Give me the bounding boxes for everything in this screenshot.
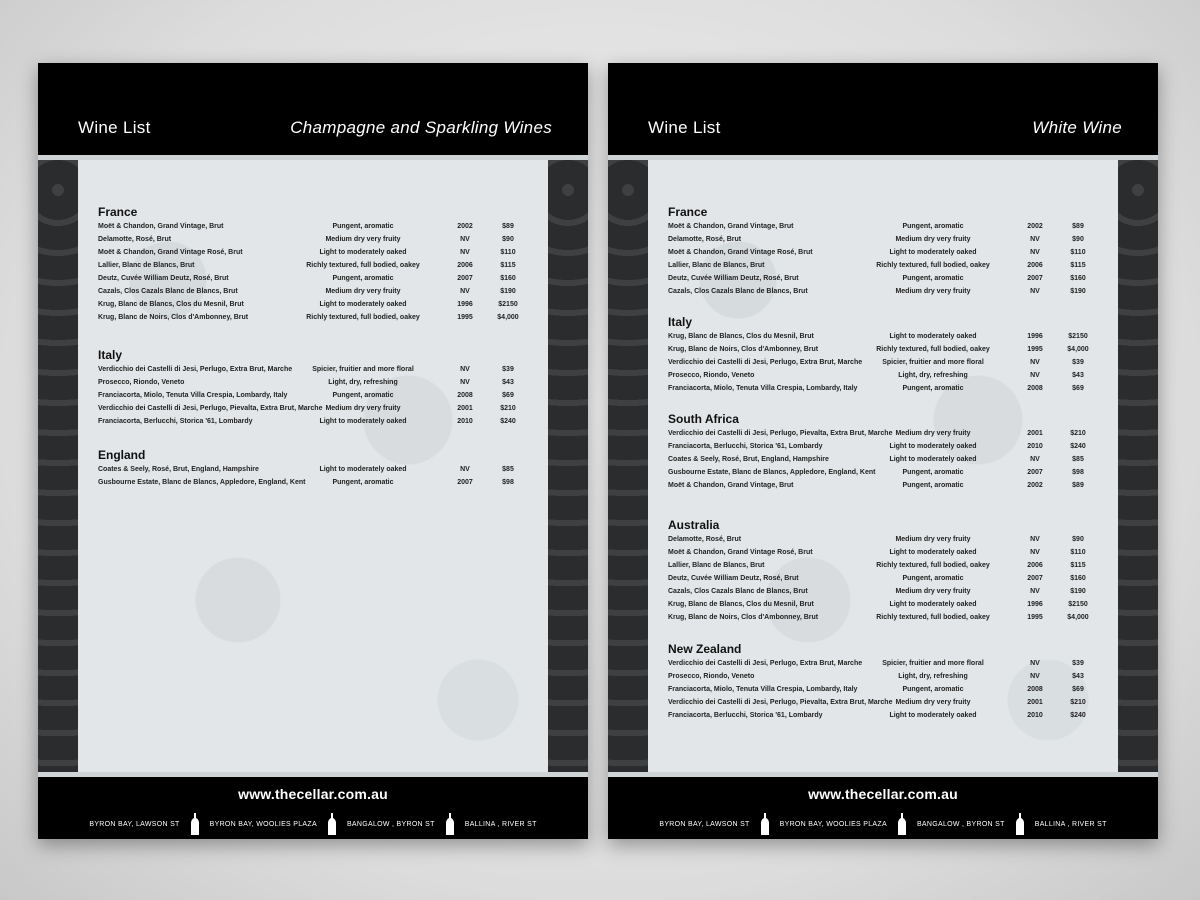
wine-name: Coates & Seely, Rosé, Brut, England, Hampshire xyxy=(98,466,259,473)
region-italy xyxy=(98,347,548,428)
wine-price: $85 xyxy=(1072,456,1084,463)
wine-description: Pungent, aromatic xyxy=(902,385,964,392)
wine-price: $160 xyxy=(1070,275,1086,282)
wine-description: Medium dry very fruity xyxy=(895,588,971,595)
wine-description: Pungent, aromatic xyxy=(332,223,394,230)
region-title: South Africa xyxy=(668,412,739,426)
wine-description: Light to moderately oaked xyxy=(319,418,407,425)
wine-price: $210 xyxy=(500,405,516,412)
wine-row xyxy=(668,585,1118,598)
wine-description: Medium dry very fruity xyxy=(325,405,401,412)
wine-name: Cazals, Clos Cazals Blanc de Blancs, Brut xyxy=(668,288,808,295)
wine-price: $2150 xyxy=(1068,601,1088,608)
wine-price: $90 xyxy=(1072,536,1084,543)
region-title: England xyxy=(98,448,146,462)
wine-description: Light to moderately oaked xyxy=(319,466,407,473)
wine-description: Medium dry very fruity xyxy=(325,288,401,295)
wine-year: 1995 xyxy=(1027,614,1043,621)
wine-row xyxy=(98,259,548,272)
wine-description: Pungent, aromatic xyxy=(332,392,394,399)
wine-year: 2001 xyxy=(457,405,473,412)
region-title: Italy xyxy=(98,348,123,362)
wine-row xyxy=(668,259,1118,272)
wine-description: Richly textured, full bodied, oakey xyxy=(876,562,990,569)
wine-row xyxy=(668,611,1118,624)
wine-description: Pungent, aromatic xyxy=(902,482,964,489)
wine-row xyxy=(668,670,1118,683)
wine-description: Medium dry very fruity xyxy=(895,236,971,243)
wine-price: $110 xyxy=(1070,249,1086,256)
wine-year: 2001 xyxy=(1027,699,1043,706)
wine-description: Light, dry, refreshing xyxy=(898,673,968,680)
wine-year: NV xyxy=(1030,288,1040,295)
wine-price: $210 xyxy=(1070,699,1086,706)
wine-price: $210 xyxy=(1070,430,1086,437)
wine-row xyxy=(668,220,1118,233)
wine-name: Deutz, Cuvée William Deutz, Rosé, Brut xyxy=(98,275,229,282)
wine-price: $240 xyxy=(1070,712,1086,719)
wine-price: $160 xyxy=(500,275,516,282)
wine-name: Lallier, Blanc de Blancs, Brut xyxy=(98,262,195,269)
wine-name: Verdicchio dei Castelli di Jesi, Perlugo, Extra Brut, Marche xyxy=(98,366,293,373)
wine-year: NV xyxy=(1030,456,1040,463)
region-france xyxy=(668,204,1118,298)
bottle-icon xyxy=(327,813,337,835)
wine-description: Spicier, fruitier and more floral xyxy=(312,366,414,373)
wine-price: $89 xyxy=(502,223,514,230)
wine-description: Pungent, aromatic xyxy=(902,223,964,230)
wine-row xyxy=(668,356,1118,369)
wine-description: Medium dry very fruity xyxy=(895,536,971,543)
wine-name: Cazals, Clos Cazals Blanc de Blancs, Brut xyxy=(98,288,238,295)
wine-description: Light, dry, refreshing xyxy=(898,372,968,379)
wine-description: Light to moderately oaked xyxy=(319,301,407,308)
wine-name: Lallier, Blanc de Blancs, Brut xyxy=(668,262,765,269)
wine-price: $89 xyxy=(1072,482,1084,489)
location-byron-bay-woolies: BYRON BAY, WOOLIES PLAZA xyxy=(209,820,317,828)
wine-name: Delamotte, Rosé, Brut xyxy=(98,236,172,243)
wine-price: $4,000 xyxy=(1067,614,1089,621)
wine-year: NV xyxy=(1030,549,1040,556)
wine-description: Light to moderately oaked xyxy=(889,456,977,463)
wine-row xyxy=(98,298,548,311)
bottle-icon xyxy=(1015,813,1025,835)
wine-name: Lallier, Blanc de Blancs, Brut xyxy=(668,562,765,569)
bottle-icon xyxy=(190,813,200,835)
wine-row xyxy=(668,657,1118,670)
wine-name: Delamotte, Rosé, Brut xyxy=(668,236,742,243)
wine-year: NV xyxy=(460,466,470,473)
wine-row xyxy=(98,389,548,402)
wine-price: $4,000 xyxy=(497,314,519,321)
wine-name: Gusbourne Estate, Blanc de Blancs, Appledore, England, Kent xyxy=(668,469,876,476)
wine-row xyxy=(668,572,1118,585)
wine-row xyxy=(668,479,1118,492)
wine-price: $90 xyxy=(1072,236,1084,243)
wine-price: $43 xyxy=(502,379,514,386)
wine-list-title: Wine List xyxy=(78,118,151,137)
wine-year: 1996 xyxy=(1027,601,1043,608)
wine-name: Krug, Blanc de Noirs, Clos d'Ambonney, Brut xyxy=(668,614,819,621)
wine-name: Franciacorta, Berlucchi, Storica '61, Lombardy xyxy=(668,712,823,719)
wine-price: $89 xyxy=(1072,223,1084,230)
wine-price: $110 xyxy=(1070,549,1086,556)
wine-name: Prosecco, Riondo, Veneto xyxy=(668,372,755,379)
wine-name: Moët & Chandon, Grand Vintage, Brut xyxy=(668,223,794,230)
wine-year: 1995 xyxy=(457,314,473,321)
wine-year: 2007 xyxy=(1027,575,1043,582)
ornament-sidebar-left xyxy=(38,160,78,772)
wine-price: $190 xyxy=(1070,288,1086,295)
wine-name: Verdicchio dei Castelli di Jesi, Perlugo, Pievalta, Extra Brut, Marche xyxy=(668,430,893,437)
wine-price: $190 xyxy=(500,288,516,295)
wine-description: Richly textured, full bodied, oakey xyxy=(876,262,990,269)
wine-year: 1995 xyxy=(1027,346,1043,353)
wine-row xyxy=(668,440,1118,453)
wine-row xyxy=(668,246,1118,259)
wine-year: 2007 xyxy=(457,479,473,486)
wine-year: 2006 xyxy=(1027,562,1043,569)
wine-name: Krug, Blanc de Blancs, Clos du Mesnil, Brut xyxy=(98,301,244,308)
locations-bar xyxy=(38,813,588,835)
region-england xyxy=(98,447,548,489)
wine-year: NV xyxy=(1030,536,1040,543)
wine-description: Pungent, aromatic xyxy=(902,275,964,282)
wine-row xyxy=(668,533,1118,546)
wine-price: $2150 xyxy=(1068,333,1088,340)
wine-row xyxy=(668,330,1118,343)
wine-price: $160 xyxy=(1070,575,1086,582)
wine-row xyxy=(668,466,1118,479)
wine-row xyxy=(668,546,1118,559)
bottle-icon xyxy=(445,813,455,835)
wine-row xyxy=(98,285,548,298)
wine-description: Pungent, aromatic xyxy=(332,275,394,282)
page-header xyxy=(38,63,588,155)
wine-row xyxy=(98,363,548,376)
wine-name: Cazals, Clos Cazals Blanc de Blancs, Brut xyxy=(668,588,808,595)
location-bangalow: BANGALOW , BYRON ST xyxy=(346,820,435,828)
wine-description: Medium dry very fruity xyxy=(325,236,401,243)
wine-year: NV xyxy=(1030,660,1040,667)
region-title: New Zealand xyxy=(668,642,742,656)
region-new-zealand xyxy=(668,641,1118,722)
wine-list-page-champagne xyxy=(38,63,588,839)
wine-row xyxy=(668,272,1118,285)
wine-year: NV xyxy=(1030,359,1040,366)
location-byron-bay-woolies: BYRON BAY, WOOLIES PLAZA xyxy=(779,820,887,828)
wine-name: Franciacorta, Miolo, Tenuta Villa Crespia, Lombardy, Italy xyxy=(668,385,858,392)
wine-year: 2008 xyxy=(457,392,473,399)
wine-price: $90 xyxy=(502,236,514,243)
wine-price: $115 xyxy=(1070,262,1086,269)
wine-price: $4,000 xyxy=(1067,346,1089,353)
wine-year: NV xyxy=(460,249,470,256)
wine-year: 2010 xyxy=(1027,712,1043,719)
wine-name: Verdicchio dei Castelli di Jesi, Perlugo, Pievalta, Extra Brut, Marche xyxy=(98,405,323,412)
locations-bar xyxy=(608,813,1158,835)
wine-year: 2007 xyxy=(1027,469,1043,476)
location-byron-bay-lawson: BYRON BAY, LAWSON ST xyxy=(659,820,750,828)
wine-name: Franciacorta, Berlucchi, Storica '61, Lombardy xyxy=(668,443,823,450)
wine-name: Coates & Seely, Rosé, Brut, England, Hampshire xyxy=(668,456,829,463)
wine-list-page-white-wine xyxy=(608,63,1158,839)
region-title: Australia xyxy=(668,518,720,532)
wine-description: Spicier, fruitier and more floral xyxy=(882,359,984,366)
wine-name: Moët & Chandon, Grand Vintage, Brut xyxy=(668,482,794,489)
wine-year: NV xyxy=(460,236,470,243)
wine-price: $98 xyxy=(502,479,514,486)
website-link[interactable]: www.thecellar.com.au xyxy=(238,786,388,802)
wine-name: Moët & Chandon, Grand Vintage Rosé, Brut xyxy=(98,249,243,256)
wine-description: Medium dry very fruity xyxy=(895,430,971,437)
region-south-africa xyxy=(668,411,1118,492)
page-footer xyxy=(608,777,1158,839)
wine-name: Moët & Chandon, Grand Vintage Rosé, Brut xyxy=(668,549,813,556)
wine-year: 2007 xyxy=(1027,275,1043,282)
wine-year: 2002 xyxy=(1027,223,1043,230)
location-ballina: BALLINA , RIVER ST xyxy=(1034,820,1107,828)
wine-row xyxy=(98,311,548,324)
website-link[interactable]: www.thecellar.com.au xyxy=(808,786,958,802)
wine-row xyxy=(668,453,1118,466)
bottle-icon xyxy=(760,813,770,835)
wine-description: Light to moderately oaked xyxy=(889,549,977,556)
wine-description: Light to moderately oaked xyxy=(889,249,977,256)
wine-row xyxy=(668,285,1118,298)
wine-row xyxy=(668,683,1118,696)
location-bangalow: BANGALOW , BYRON ST xyxy=(916,820,1005,828)
wine-name: Krug, Blanc de Noirs, Clos d'Ambonney, Brut xyxy=(98,314,249,321)
wine-description: Light to moderately oaked xyxy=(889,601,977,608)
wine-year: NV xyxy=(460,379,470,386)
wine-description: Richly textured, full bodied, oakey xyxy=(876,346,990,353)
wine-description: Medium dry very fruity xyxy=(895,699,971,706)
wine-row xyxy=(98,220,548,233)
wine-price: $43 xyxy=(1072,673,1084,680)
wine-name: Franciacorta, Berlucchi, Storica '61, Lombardy xyxy=(98,418,253,425)
region-title: France xyxy=(668,205,708,219)
wine-row xyxy=(98,233,548,246)
wine-price: $98 xyxy=(1072,469,1084,476)
wine-price: $85 xyxy=(502,466,514,473)
wine-year: 2006 xyxy=(457,262,473,269)
wine-description: Medium dry very fruity xyxy=(895,288,971,295)
wine-row xyxy=(98,415,548,428)
wine-name: Gusbourne Estate, Blanc de Blancs, Appledore, England, Kent xyxy=(98,479,306,486)
wine-price: $39 xyxy=(1072,660,1084,667)
wine-price: $69 xyxy=(1072,686,1084,693)
wine-year: NV xyxy=(1030,673,1040,680)
region-title: France xyxy=(98,205,138,219)
wine-price: $43 xyxy=(1072,372,1084,379)
wine-year: NV xyxy=(460,288,470,295)
wine-row xyxy=(98,463,548,476)
wine-name: Deutz, Cuvée William Deutz, Rosé, Brut xyxy=(668,275,799,282)
wine-description: Richly textured, full bodied, oakey xyxy=(306,262,420,269)
wine-row xyxy=(668,559,1118,572)
region-australia xyxy=(668,517,1118,624)
wine-row xyxy=(98,402,548,415)
category-title: Champagne and Sparkling Wines xyxy=(290,118,552,137)
wine-description: Light to moderately oaked xyxy=(889,712,977,719)
wine-year: 1996 xyxy=(1027,333,1043,340)
wine-price: $2150 xyxy=(498,301,518,308)
wine-row xyxy=(668,233,1118,246)
wine-year: NV xyxy=(460,366,470,373)
wine-row xyxy=(668,369,1118,382)
wine-row xyxy=(668,598,1118,611)
wine-description: Light to moderately oaked xyxy=(319,249,407,256)
wine-year: 2006 xyxy=(1027,262,1043,269)
wine-price: $39 xyxy=(1072,359,1084,366)
ornament-sidebar-right xyxy=(1118,160,1158,772)
wine-description: Pungent, aromatic xyxy=(332,479,394,486)
region-title: Italy xyxy=(668,315,693,329)
wine-row xyxy=(668,343,1118,356)
wine-list-title: Wine List xyxy=(648,118,721,137)
wine-year: 2010 xyxy=(457,418,473,425)
wine-description: Light to moderately oaked xyxy=(889,333,977,340)
wine-name: Moët & Chandon, Grand Vintage, Brut xyxy=(98,223,224,230)
ornament-sidebar-left xyxy=(608,160,648,772)
region-france xyxy=(98,204,548,324)
location-ballina: BALLINA , RIVER ST xyxy=(464,820,537,828)
wine-name: Franciacorta, Miolo, Tenuta Villa Crespia, Lombardy, Italy xyxy=(98,392,288,399)
wine-price: $115 xyxy=(1070,562,1086,569)
wine-name: Verdicchio dei Castelli di Jesi, Perlugo, Pievalta, Extra Brut, Marche xyxy=(668,699,893,706)
wine-year: 1996 xyxy=(457,301,473,308)
wine-name: Prosecco, Riondo, Veneto xyxy=(98,379,185,386)
wine-year: 2010 xyxy=(1027,443,1043,450)
wine-name: Krug, Blanc de Noirs, Clos d'Ambonney, Brut xyxy=(668,346,819,353)
wine-name: Delamotte, Rosé, Brut xyxy=(668,536,742,543)
wine-year: 2002 xyxy=(1027,482,1043,489)
category-title: White Wine xyxy=(1032,118,1122,137)
wine-description: Spicier, fruitier and more floral xyxy=(882,660,984,667)
region-italy xyxy=(668,314,1118,395)
wine-price: $190 xyxy=(1070,588,1086,595)
wine-description: Light, dry, refreshing xyxy=(328,379,398,386)
wine-description: Pungent, aromatic xyxy=(902,469,964,476)
wine-price: $69 xyxy=(1072,385,1084,392)
wine-name: Verdicchio dei Castelli di Jesi, Perlugo, Extra Brut, Marche xyxy=(668,660,863,667)
wine-year: NV xyxy=(1030,588,1040,595)
wine-row xyxy=(98,376,548,389)
wine-name: Prosecco, Riondo, Veneto xyxy=(668,673,755,680)
wine-year: 2002 xyxy=(457,223,473,230)
wine-name: Verdicchio dei Castelli di Jesi, Perlugo, Extra Brut, Marche xyxy=(668,359,863,366)
wine-year: 2001 xyxy=(1027,430,1043,437)
wine-price: $69 xyxy=(502,392,514,399)
wine-year: 2008 xyxy=(1027,385,1043,392)
wine-row xyxy=(668,382,1118,395)
wine-year: 2007 xyxy=(457,275,473,282)
wine-year: NV xyxy=(1030,236,1040,243)
wine-price: $240 xyxy=(1070,443,1086,450)
wine-description: Light to moderately oaked xyxy=(889,443,977,450)
wine-description: Richly textured, full bodied, oakey xyxy=(876,614,990,621)
wine-year: NV xyxy=(1030,249,1040,256)
wine-name: Franciacorta, Miolo, Tenuta Villa Crespia, Lombardy, Italy xyxy=(668,686,858,693)
wine-description: Pungent, aromatic xyxy=(902,575,964,582)
location-byron-bay-lawson: BYRON BAY, LAWSON ST xyxy=(89,820,180,828)
wine-year: NV xyxy=(1030,372,1040,379)
wine-row xyxy=(668,427,1118,440)
bottle-icon xyxy=(897,813,907,835)
wine-row xyxy=(98,272,548,285)
wine-row xyxy=(98,476,548,489)
wine-name: Krug, Blanc de Blancs, Clos du Mesnil, Brut xyxy=(668,601,814,608)
wine-price: $115 xyxy=(500,262,516,269)
wine-year: 2008 xyxy=(1027,686,1043,693)
wine-name: Krug, Blanc de Blancs, Clos du Mesnil, Brut xyxy=(668,333,814,340)
wine-row xyxy=(668,696,1118,709)
wine-price: $240 xyxy=(500,418,516,425)
wine-row xyxy=(668,709,1118,722)
page-footer xyxy=(38,777,588,839)
wine-name: Moët & Chandon, Grand Vintage Rosé, Brut xyxy=(668,249,813,256)
page-header xyxy=(608,63,1158,155)
wine-price: $39 xyxy=(502,366,514,373)
wine-row xyxy=(98,246,548,259)
wine-price: $110 xyxy=(500,249,516,256)
wine-name: Deutz, Cuvée William Deutz, Rosé, Brut xyxy=(668,575,799,582)
wine-description: Richly textured, full bodied, oakey xyxy=(306,314,420,321)
ornament-sidebar-right xyxy=(548,160,588,772)
wine-description: Pungent, aromatic xyxy=(902,686,964,693)
